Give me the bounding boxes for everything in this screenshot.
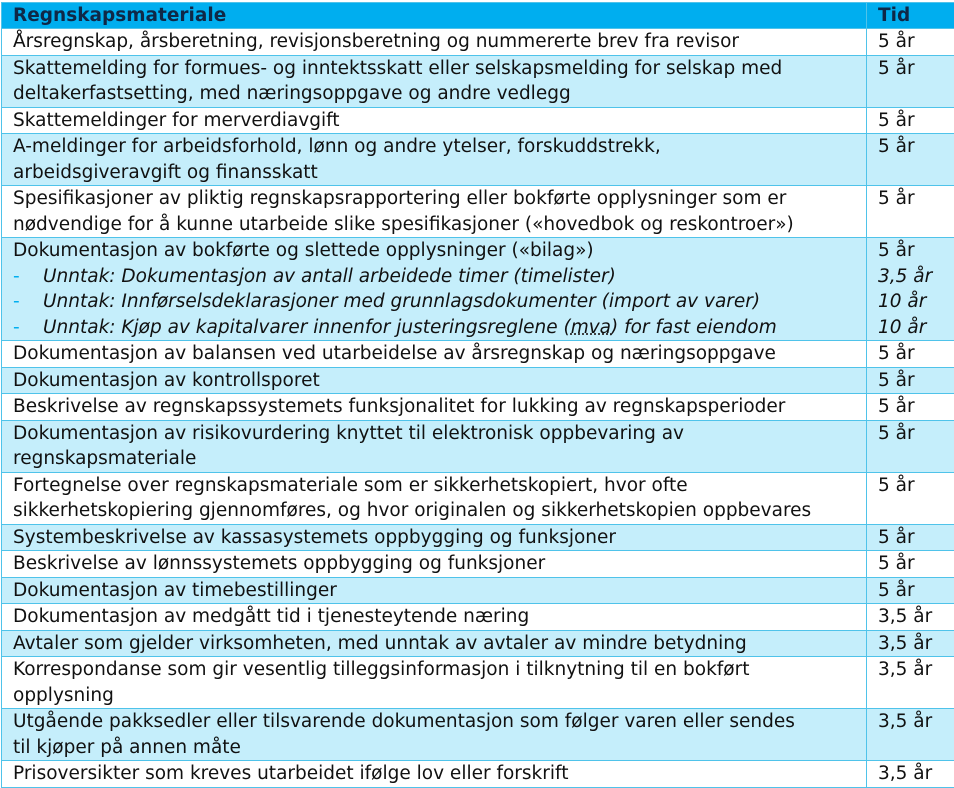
material-cell bbox=[2, 551, 867, 578]
table-header-row bbox=[2, 3, 954, 29]
material-text-line: sikkerhetskopiering gjennomføres, og hvor originalen og sikkerhetskopien oppbevares bbox=[13, 498, 866, 524]
tid-cell bbox=[867, 341, 954, 368]
table-row bbox=[2, 341, 954, 368]
tid-cell bbox=[867, 709, 954, 761]
table-row bbox=[2, 238, 954, 341]
tid-value: 5 år bbox=[878, 551, 954, 577]
tid-value: 5 år bbox=[878, 134, 954, 160]
table-row bbox=[2, 604, 954, 631]
tid-cell bbox=[867, 394, 954, 421]
tid-cell bbox=[867, 604, 954, 631]
material-cell bbox=[2, 420, 867, 472]
tid-value: 5 år bbox=[878, 421, 954, 447]
material-cell bbox=[2, 238, 867, 341]
table-row bbox=[2, 29, 954, 56]
tid-cell bbox=[867, 238, 954, 341]
retention-table bbox=[1, 2, 954, 788]
tid-cell bbox=[867, 551, 954, 578]
material-text-line: Utgående pakksedler eller tilsvarende dokumentasjon som følger varen eller sendes bbox=[13, 709, 866, 735]
tid-value: 5 år bbox=[878, 525, 954, 551]
tid-value: 5 år bbox=[878, 186, 954, 212]
tid-value: 5 år bbox=[878, 341, 954, 367]
tid-value: 3,5 år bbox=[878, 604, 954, 630]
tid-value: 5 år bbox=[878, 473, 954, 499]
material-text-line: A-meldinger for arbeidsforhold, lønn og andre ytelser, forskuddstrekk, bbox=[13, 134, 866, 160]
tid-value: 5 år bbox=[878, 394, 954, 420]
tid-value: 5 år bbox=[878, 238, 954, 264]
material-text-line: Dokumentasjon av balansen ved utarbeidelse av årsregnskap og næringsoppgave bbox=[13, 341, 866, 367]
tid-cell bbox=[867, 55, 954, 107]
material-cell bbox=[2, 186, 867, 238]
table-row bbox=[2, 577, 954, 604]
exception-text: Unntak: Dokumentasjon av antall arbeidede timer (timelister) bbox=[43, 266, 616, 287]
material-cell bbox=[2, 604, 867, 631]
tid-cell bbox=[867, 134, 954, 186]
material-cell bbox=[2, 472, 867, 524]
tid-cell bbox=[867, 472, 954, 524]
exception-line bbox=[13, 315, 866, 341]
material-text-line: Dokumentasjon av timebestillinger bbox=[13, 578, 866, 604]
material-text-line: Dokumentasjon av medgått tid i tjenesteytende næring bbox=[13, 604, 866, 630]
table-row bbox=[2, 394, 954, 421]
material-text-line: Avtaler som gjelder virksomheten, med unntak av avtaler av mindre betydning bbox=[13, 631, 866, 657]
material-cell bbox=[2, 107, 867, 134]
material-cell bbox=[2, 630, 867, 657]
material-text-line: regnskapsmateriale bbox=[13, 446, 866, 472]
tid-value: 3,5 år bbox=[878, 709, 954, 735]
table-row bbox=[2, 657, 954, 709]
exception-text: ) for fast eiendom bbox=[611, 317, 777, 338]
material-text-line: Dokumentasjon av risikovurdering knyttet til elektronisk oppbevaring av bbox=[13, 421, 866, 447]
material-cell bbox=[2, 524, 867, 551]
material-text-line: Prisoversikter som kreves utarbeidet ifølge lov eller forskrift bbox=[13, 761, 866, 787]
material-cell bbox=[2, 134, 867, 186]
material-cell bbox=[2, 657, 867, 709]
material-cell bbox=[2, 29, 867, 56]
exception-line bbox=[13, 264, 866, 290]
material-text-line: nødvendige for å kunne utarbeide slike spesifikasjoner («hovedbok og reskontroer») bbox=[13, 212, 866, 238]
dash-bullet: - bbox=[13, 315, 20, 341]
dash-bullet: - bbox=[13, 289, 20, 315]
material-cell bbox=[2, 577, 867, 604]
material-text-line: Systembeskrivelse av kassasystemets oppbygging og funksjoner bbox=[13, 525, 866, 551]
tid-cell bbox=[867, 29, 954, 56]
header-tid: Tid bbox=[867, 3, 954, 29]
tid-cell bbox=[867, 186, 954, 238]
material-text-line: opplysning bbox=[13, 683, 866, 709]
exception-line bbox=[13, 289, 866, 315]
table-row bbox=[2, 630, 954, 657]
table-row bbox=[2, 551, 954, 578]
table-row bbox=[2, 524, 954, 551]
tid-value: 3,5 år bbox=[878, 631, 954, 657]
tid-cell bbox=[867, 524, 954, 551]
material-cell bbox=[2, 341, 867, 368]
exception-text: Unntak: Innførselsdeklarasjoner med grunnlagsdokumenter (import av varer) bbox=[43, 291, 760, 312]
tid-cell bbox=[867, 577, 954, 604]
material-text-line: Skattemelding for formues- og inntektsskatt eller selskapsmelding for selskap med bbox=[13, 56, 866, 82]
material-text-line: Beskrivelse av regnskapssystemets funksjonalitet for lukking av regnskapsperioder bbox=[13, 394, 866, 420]
header-regnskapsmateriale: Regnskapsmateriale bbox=[2, 3, 867, 29]
material-text-line: Dokumentasjon av kontrollsporet bbox=[13, 368, 866, 394]
tid-cell bbox=[867, 657, 954, 709]
tid-value: 5 år bbox=[878, 368, 954, 394]
tid-value: 3,5 år bbox=[878, 761, 954, 787]
table-row bbox=[2, 55, 954, 107]
table-row bbox=[2, 107, 954, 134]
tid-value: 5 år bbox=[878, 108, 954, 134]
tid-value: 5 år bbox=[878, 56, 954, 82]
material-text-line: arbeidsgiveravgift og finansskatt bbox=[13, 160, 866, 186]
material-cell bbox=[2, 394, 867, 421]
material-text-line: Skattemeldinger for merverdiavgift bbox=[13, 108, 866, 134]
material-text-line: til kjøper på annen måte bbox=[13, 735, 866, 761]
material-text-line: Fortegnelse over regnskapsmateriale som er sikkerhetskopiert, hvor ofte bbox=[13, 473, 866, 499]
exception-text: Unntak: Kjøp av kapitalvarer innenfor justeringsreglene ( bbox=[43, 317, 571, 338]
exception-tid-value: 10 år bbox=[878, 289, 954, 315]
tid-cell bbox=[867, 367, 954, 394]
material-text-line: Spesifikasjoner av pliktig regnskapsrapportering eller bokførte opplysninger som er bbox=[13, 186, 866, 212]
tid-cell bbox=[867, 420, 954, 472]
table-row bbox=[2, 420, 954, 472]
material-text-line: Beskrivelse av lønnssystemets oppbygging og funksjoner bbox=[13, 551, 866, 577]
table-row bbox=[2, 186, 954, 238]
exception-tid-value: 3,5 år bbox=[878, 264, 954, 290]
tid-value: 5 år bbox=[878, 29, 954, 55]
tid-cell bbox=[867, 761, 954, 788]
tid-cell bbox=[867, 630, 954, 657]
material-text-line: deltakerfastsetting, med næringsoppgave og andre vedlegg bbox=[13, 81, 866, 107]
material-cell bbox=[2, 761, 867, 788]
material-cell bbox=[2, 367, 867, 394]
table-row bbox=[2, 367, 954, 394]
table-row bbox=[2, 472, 954, 524]
tid-cell bbox=[867, 107, 954, 134]
tid-value: 5 år bbox=[878, 578, 954, 604]
table-body bbox=[2, 29, 954, 788]
material-text-line: Korrespondanse som gir vesentlig tilleggsinformasjon i tilknytning til en bokført bbox=[13, 657, 866, 683]
material-text-line: Årsregnskap, årsberetning, revisjonsberetning og nummererte brev fra revisor bbox=[13, 29, 866, 55]
material-cell bbox=[2, 55, 867, 107]
table-row bbox=[2, 709, 954, 761]
dash-bullet: - bbox=[13, 264, 20, 290]
exception-tid-value: 10 år bbox=[878, 315, 954, 341]
material-cell bbox=[2, 709, 867, 761]
table-row bbox=[2, 134, 954, 186]
tid-value: 3,5 år bbox=[878, 657, 954, 683]
material-text-line: Dokumentasjon av bokførte og slettede opplysninger («bilag») bbox=[13, 238, 866, 264]
table-row bbox=[2, 761, 954, 788]
exception-text-mva: mva bbox=[571, 317, 611, 338]
